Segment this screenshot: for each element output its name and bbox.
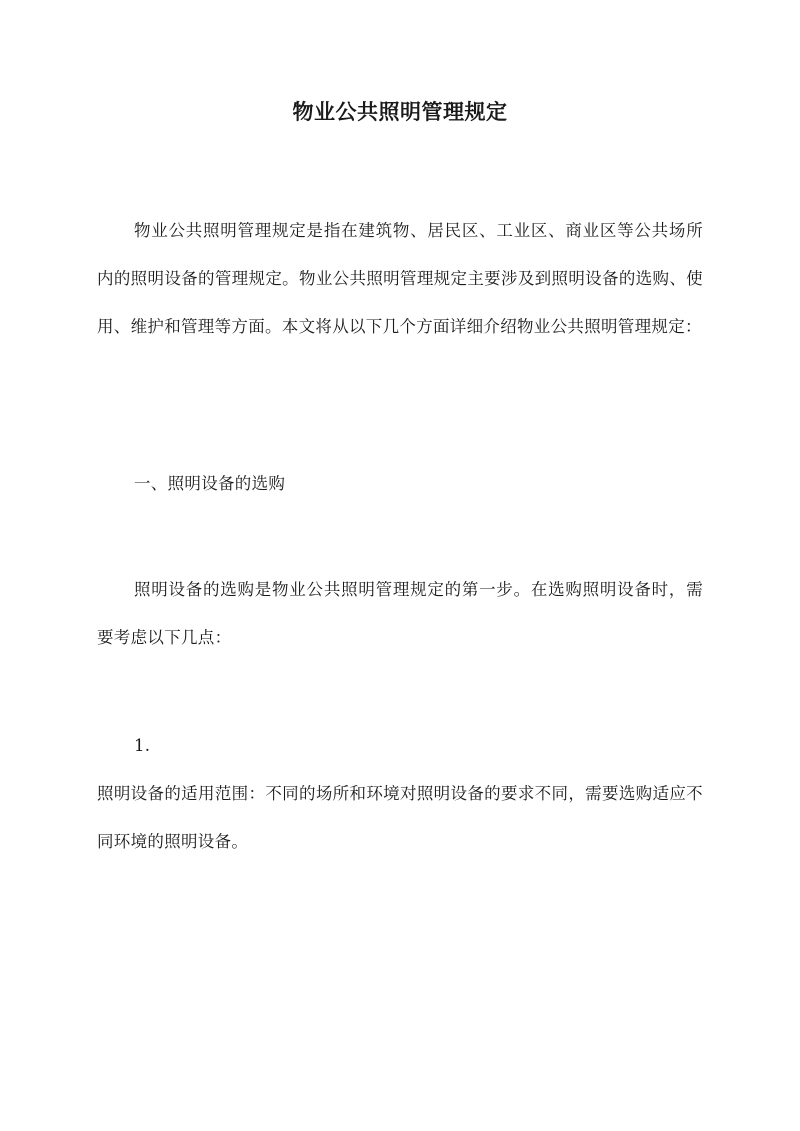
section-heading-1: 一、照明设备的选购 <box>134 474 286 493</box>
intro-paragraph: 物业公共照明管理规定是指在建筑物、居民区、工业区、商业区等公共场所内的照明设备的管理规定。物业公共照明管理规定主要涉及到照明设备的选购、使用、维护和管理等方面。本文将从以下几个方面详细介绍物业公共照明管理规定： <box>97 221 703 336</box>
section-1-paragraph: 照明设备的选购是物业公共照明管理规定的第一步。在选购照明设备时，需要考虑以下几点： <box>97 580 703 647</box>
list-item-number-1: 1. <box>134 736 151 755</box>
document-title: 物业公共照明管理规定 <box>292 99 508 124</box>
list-item-text-1: 照明设备的适用范围：不同的场所和环境对照明设备的要求不同，需要选购适应不同环境的照明设备。 <box>97 784 703 851</box>
